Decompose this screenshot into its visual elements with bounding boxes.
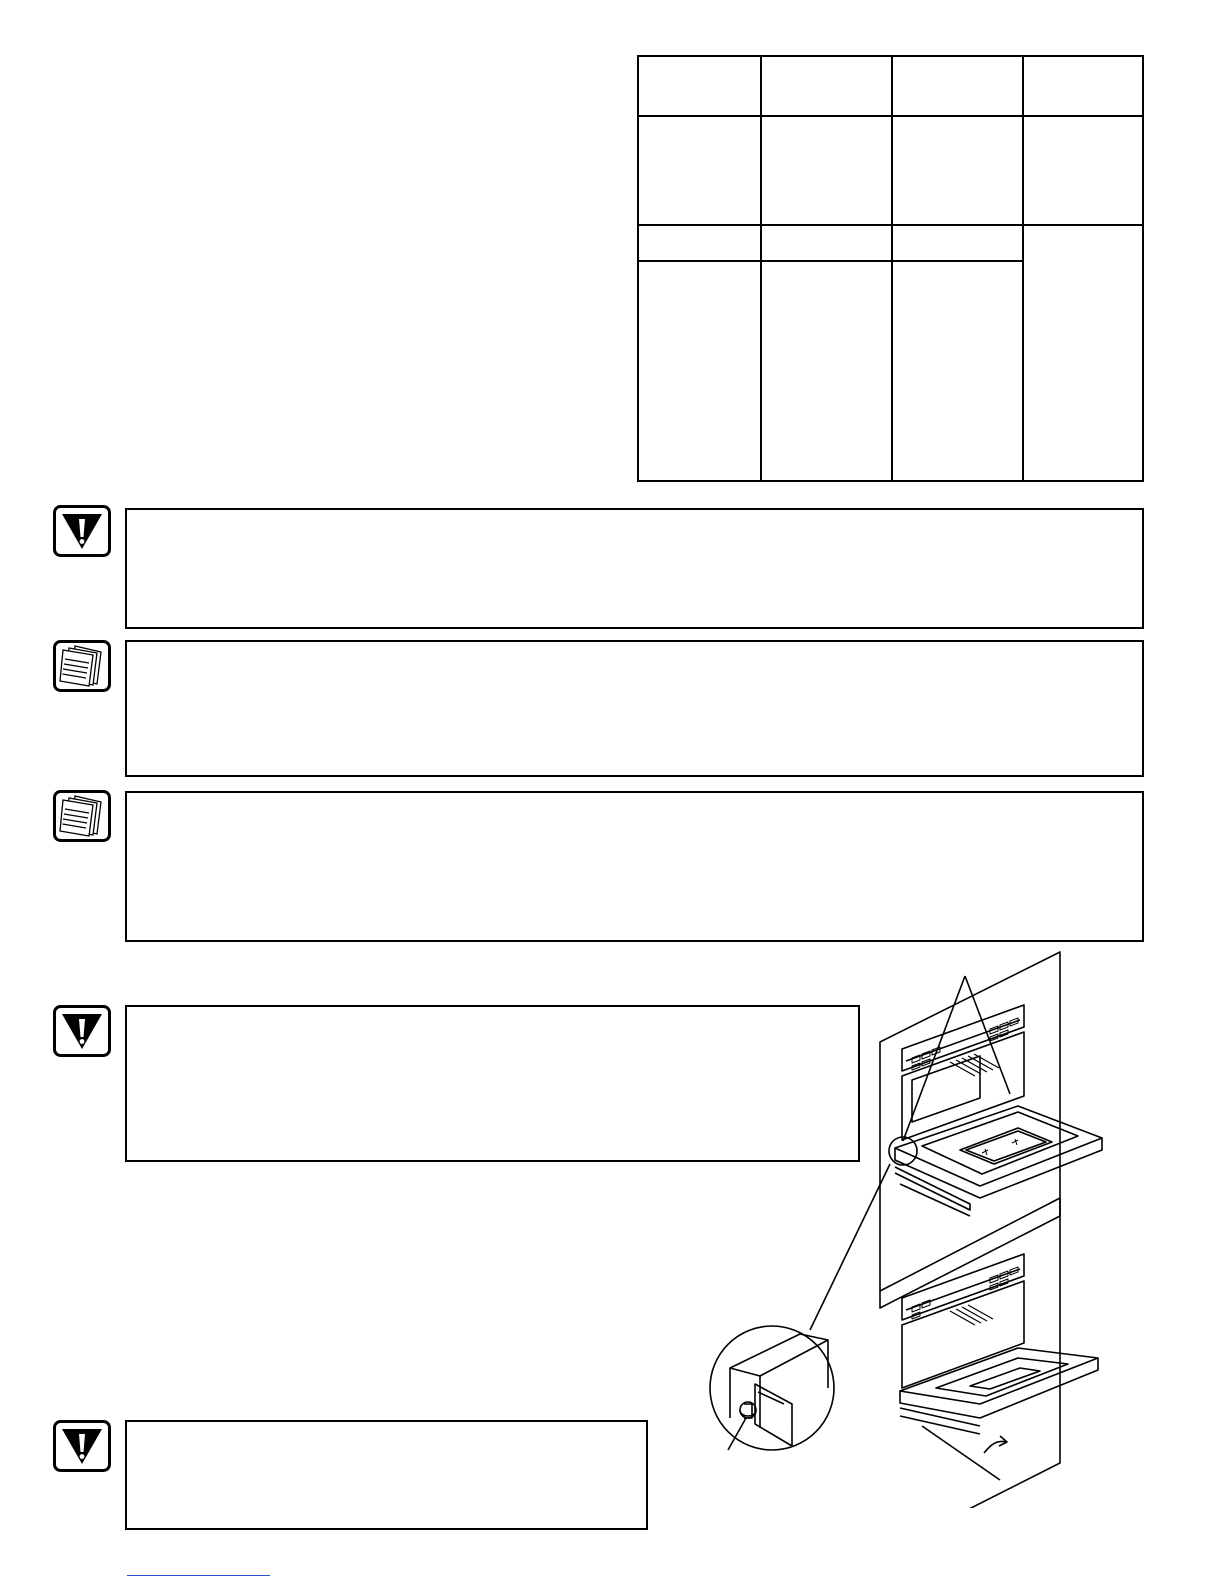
warning-exclamation-icon bbox=[53, 505, 111, 557]
note-pages-icon bbox=[53, 640, 111, 692]
warning-exclamation-icon bbox=[53, 1420, 111, 1472]
note-pages-icon bbox=[53, 790, 111, 842]
warning-exclamation-icon bbox=[53, 1005, 111, 1057]
note-text bbox=[127, 793, 1142, 813]
warning-callout bbox=[125, 508, 1144, 629]
note-callout bbox=[125, 791, 1144, 942]
note-text bbox=[127, 642, 1142, 662]
warning-text bbox=[127, 1422, 646, 1442]
warning-callout bbox=[125, 1420, 648, 1530]
spec-table bbox=[637, 55, 1144, 482]
warning-text bbox=[127, 510, 1142, 530]
note-callout bbox=[125, 640, 1144, 777]
footer-link-underline[interactable] bbox=[127, 1575, 270, 1576]
oven-door-removal-illustration bbox=[700, 948, 1120, 1508]
